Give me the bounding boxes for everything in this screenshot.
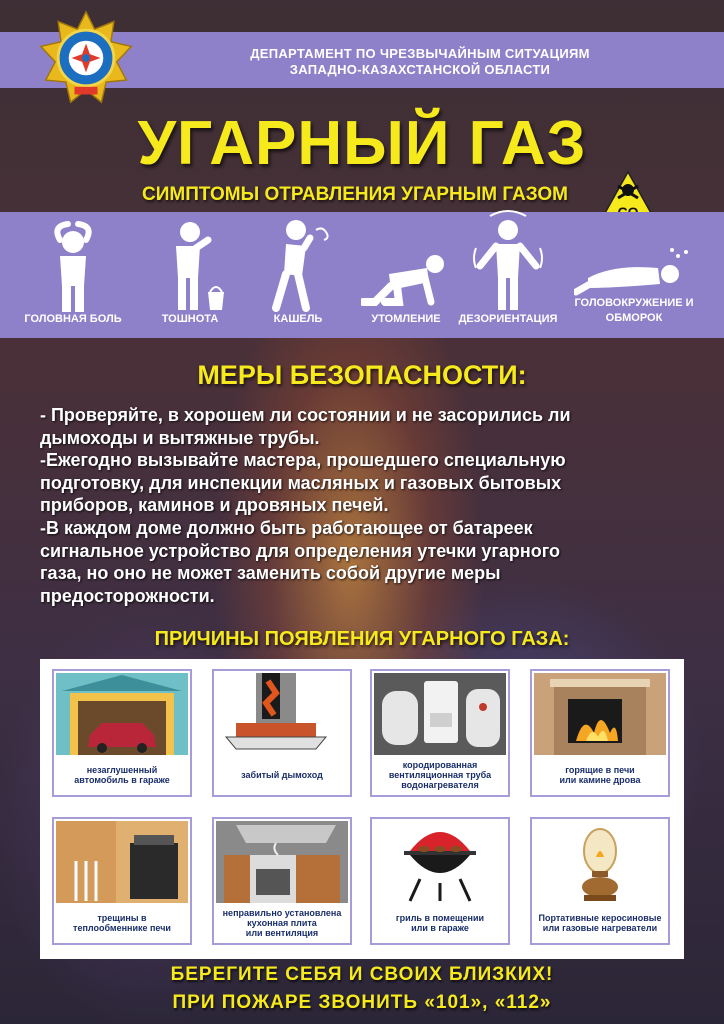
cause-caption	[374, 757, 506, 793]
symptom-fainting	[566, 244, 702, 326]
cause-card	[52, 817, 192, 945]
safety-line: -Ежегодно вызывайте мастера, прошедшего специальную	[40, 450, 566, 471]
safety-line: газа, но оно не может заменить собой другие меры	[40, 563, 501, 584]
sauna-stove-icon	[56, 821, 188, 903]
cause-caption-line: водонагревателя	[401, 780, 479, 790]
kitchen-stove-icon	[216, 821, 348, 903]
cause-card	[212, 817, 352, 945]
cause-card	[370, 669, 510, 797]
cause-card	[530, 817, 670, 945]
causes-panel	[40, 659, 684, 959]
cause-caption	[56, 905, 188, 941]
safety-line: приборов, каминов и дровяных печей.	[40, 495, 389, 516]
department-line-1: ДЕПАРТАМЕНТ ПО ЧРЕЗВЫЧАЙНЫМ СИТУАЦИЯМ	[250, 46, 590, 61]
department-name	[150, 46, 690, 78]
cause-card	[52, 669, 192, 797]
cause-caption-line: вентиляционная труба	[388, 770, 492, 780]
cause-caption	[534, 757, 666, 793]
cause-card	[370, 817, 510, 945]
safety-line: - Проверяйте, в хорошем ли состоянии и не засорились ли	[40, 405, 571, 425]
cause-caption-line: Портативные керосиновые	[538, 913, 662, 923]
symptom-nausea	[140, 216, 240, 327]
cause-caption	[56, 757, 188, 793]
footer-line-1: БЕРЕГИТЕ СЕБЯ И СВОИХ БЛИЗКИХ!	[170, 964, 554, 985]
grill-icon	[374, 821, 506, 903]
cause-caption-line: неправильно установлена	[222, 908, 342, 918]
page-title: УГАРНЫЙ ГАЗ	[137, 109, 587, 178]
cause-caption-line: незаглушенный	[86, 765, 158, 775]
fatigue-icon	[361, 216, 451, 312]
cause-caption	[216, 905, 348, 941]
symptom-label: ГОЛОВНАЯ БОЛЬ	[24, 313, 122, 325]
department-line-2: ЗАПАДНО-КАЗАХСТАНСКОЙ ОБЛАСТИ	[289, 62, 551, 77]
safety-line: подготовку, для инспекции масляных и газовых бытовых	[40, 472, 562, 493]
cough-icon	[258, 216, 338, 312]
symptoms-title: СИМПТОМЫ ОТРАВЛЕНИЯ УГАРНЫМ ГАЗОМ	[142, 184, 568, 205]
cause-caption-line: автомобиль в гараже	[74, 775, 170, 785]
cause-caption	[534, 905, 666, 941]
symptom-label: ТОШНОТА	[161, 313, 219, 325]
cause-card	[530, 669, 670, 797]
cause-card	[212, 669, 352, 797]
symptom-label: ДЕЗОРИЕНТАЦИЯ	[458, 313, 558, 325]
safety-title: МЕРЫ БЕЗОПАСНОСТИ:	[197, 360, 527, 390]
symptom-label-line-2: ОБМОРОК	[605, 312, 663, 324]
headache-icon	[38, 216, 108, 312]
safety-line: -В каждом доме должно быть работающее от батареек	[40, 517, 533, 538]
symptom-headache	[18, 216, 128, 327]
cause-caption-line: забитый дымоход	[241, 770, 323, 780]
cause-caption-line: трещины в	[97, 913, 147, 923]
safety-text	[40, 404, 700, 607]
symptom-disorientation	[452, 208, 564, 327]
symptom-label-line-1: ГОЛОВОКРУЖЕНИЕ И	[574, 297, 694, 309]
fainting-icon	[574, 244, 694, 296]
fireplace-icon	[534, 673, 666, 755]
cause-caption-line: кухонная плита	[247, 918, 317, 928]
symptom-fatigue	[356, 216, 456, 327]
safety-line: предосторожности.	[40, 585, 215, 606]
symptom-cough	[248, 216, 348, 327]
kerosene-lamp-icon	[534, 821, 666, 903]
nausea-icon	[150, 216, 230, 312]
cause-caption-line: или в гараже	[411, 923, 469, 933]
symptom-label: УТОМЛЕНИЕ	[371, 313, 441, 325]
cause-caption-line: или вентиляция	[245, 928, 319, 938]
cause-caption-line: теплообменнике печи	[73, 923, 171, 933]
safety-line: сигнальное устройство для определения утечки угарного	[40, 540, 561, 561]
emergency-service-emblem-icon	[38, 10, 134, 106]
cause-caption-line: кородированная	[402, 760, 478, 770]
symptom-label: КАШЕЛЬ	[273, 313, 323, 325]
clogged-chimney-icon	[216, 673, 348, 755]
car-in-garage-icon	[56, 673, 188, 755]
cause-caption	[216, 757, 348, 793]
water-heater-icon	[374, 673, 506, 755]
causes-title: ПРИЧИНЫ ПОЯВЛЕНИЯ УГАРНОГО ГАЗА:	[154, 628, 570, 650]
disorientation-icon	[468, 208, 548, 312]
cause-caption-line: или газовые нагреватели	[542, 923, 658, 933]
cause-caption-line: или камине дрова	[559, 775, 641, 785]
cause-caption	[374, 905, 506, 941]
cause-caption-line: горящие в печи	[565, 765, 635, 775]
safety-line: дымоходы и вытяжные трубы.	[40, 427, 320, 448]
cause-caption-line: гриль в помещении	[395, 913, 485, 923]
footer-line-2: ПРИ ПОЖАРЕ ЗВОНИТЬ «101», «112»	[172, 992, 552, 1013]
